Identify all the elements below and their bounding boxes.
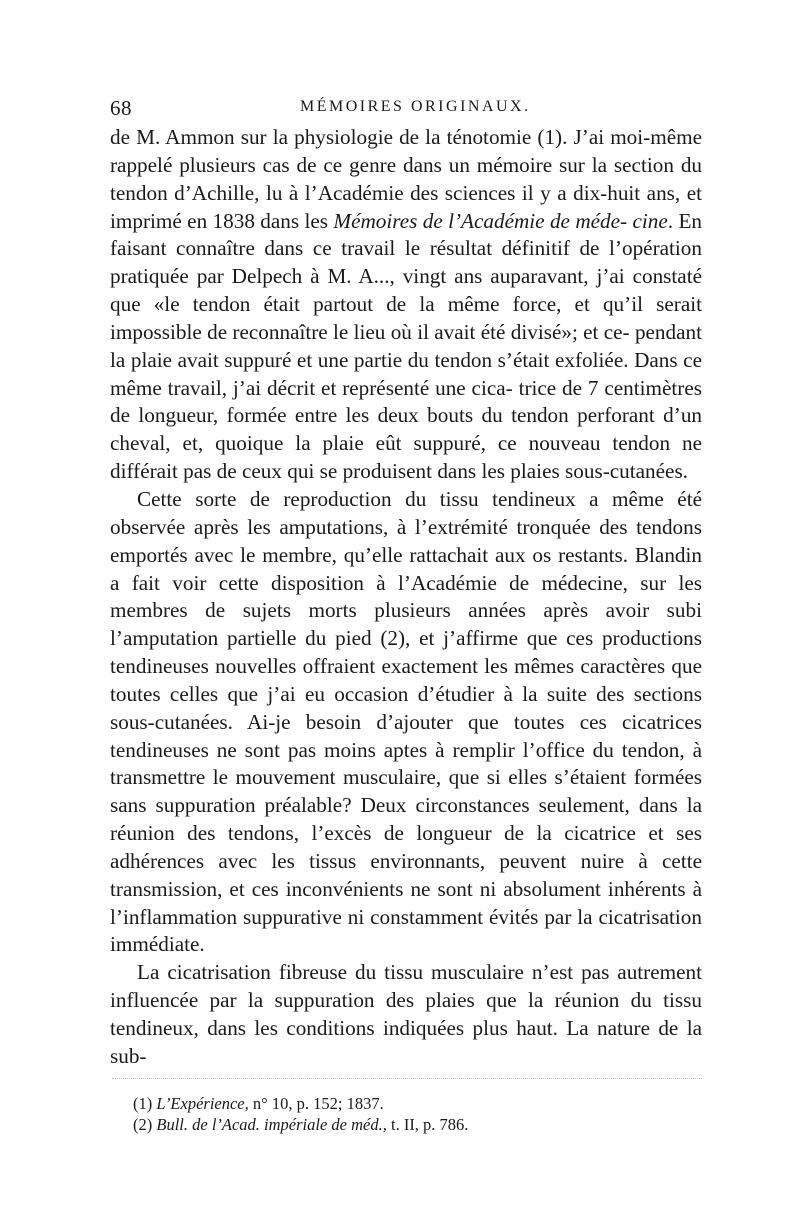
paragraph-1-line-14: plaies sous-cutanées.: [510, 459, 688, 484]
paragraph-1-line-4-start: et imprimé en 1838 dans les: [110, 180, 702, 233]
paragraph-1-line-3: du tendon d’Achille, lu à l’Académie des sciences il y a dix-huit ans,: [110, 152, 703, 205]
paragraph-1-line-1: de M. Ammon sur la physiologie de la ténotomie (1). J’ai moi-même: [110, 125, 702, 149]
journal-title-italic-cont: cine: [632, 208, 668, 233]
footnote-2: [133, 1114, 693, 1135]
paragraph-2: Cette sorte de reproduction du tissu tendineux a même été observée après les amputations, à l’extrémité tronquée des tendons emportés avec le membre, qu’elle rattachait aux os restants. Blandin a fait voir cette disposition à l’Académie de médecine, sur les membres de sujets morts plusieurs années après avoir subi l’amputation partielle du pied (2), et j’affirme que ces productions tendineuses nouvelles offraient exactement les mêmes caractères que toutes celles que j’ai eu occasion d’étudier à la suite des sections sous-cutanées. Ai-je besoin d’ajouter que toutes ces cicatrices tendineuses ne sont pas moins aptes à remplir l’office du tendon, à transmettre le mouvement musculaire, que si elles s’étaient formées sans suppuration préalable? Deux circonstances seulement, dans la réunion des tendons, l’excès de longueur de la cicatrice et ses adhérences avec les tissus environnants, peuvent nuire à cette transmission, et ces inconvénients ne sont ni absolument inhérents à l’inflammation suppurative ni constamment évités par la cicatrisation immédiate.: [110, 486, 702, 957]
footnote-2-number: (2): [133, 1115, 157, 1134]
footnote-1-number: (1): [133, 1094, 157, 1113]
paragraph-3: La cicatrisation fibreuse du tissu musculaire n’est pas autrement influencée par la suppuration des plaies que la réunion du tissu tendineux, dans les conditions indiquées plus haut. La nature de la sub-: [110, 960, 702, 1068]
paragraph-1-line-6: l’opération pratiquée par Delpech à M. A..., vingt ans auparavant,: [110, 236, 702, 289]
footnote-1-source: L’Expérience,: [156, 1094, 249, 1113]
paragraph-1-line-10: exfoliée. Dans ce même travail, j’ai décrit et représenté une cica-: [110, 347, 702, 400]
page-header: [110, 96, 700, 126]
paragraph-1-line-9: pendant la plaie avait suppuré et une partie du tendon s’était: [110, 319, 703, 372]
paragraph-1-line-13: nouveau tendon ne différait pas de ceux qui se produisent dans les: [110, 431, 702, 484]
footnote-2-reference: t. II, p. 786.: [386, 1115, 469, 1134]
footnote-1-reference: n° 10, p. 152; 1837.: [248, 1094, 384, 1113]
paragraph-1-line-7: j’ai constaté que «le tendon était partout de la même force, et qu’il: [110, 264, 703, 317]
body-text: [110, 124, 702, 1071]
paragraph-1-line-2: rappelé plusieurs cas de ce genre dans un mémoire sur la section: [110, 152, 674, 177]
footnote-separator: [112, 1078, 702, 1079]
paragraph-1-line-8: serait impossible de reconnaître le lieu où il avait été divisé»; et ce-: [110, 292, 702, 344]
paragraph-1: [110, 124, 702, 486]
page-number: 68: [110, 96, 132, 120]
footnotes: [133, 1093, 693, 1135]
paragraph-1-line-12: tendon perforant d’un cheval, et, quoique la plaie eût suppuré, ce: [110, 403, 703, 456]
footnote-1: [133, 1093, 693, 1114]
journal-title-italic: Mémoires de l’Académie de méde-: [333, 208, 628, 233]
running-head: MÉMOIRES ORIGINAUX.: [300, 98, 531, 115]
footnote-2-source: Bull. de l’Acad. impériale de méd.,: [156, 1115, 387, 1134]
paragraph-1-line-5-rest: . En faisant connaître dans ce travail le résultat définitif de: [110, 208, 703, 261]
paragraph-1-line-11: trice de 7 centimètres de longueur, formée entre les deux bouts du: [110, 375, 702, 428]
